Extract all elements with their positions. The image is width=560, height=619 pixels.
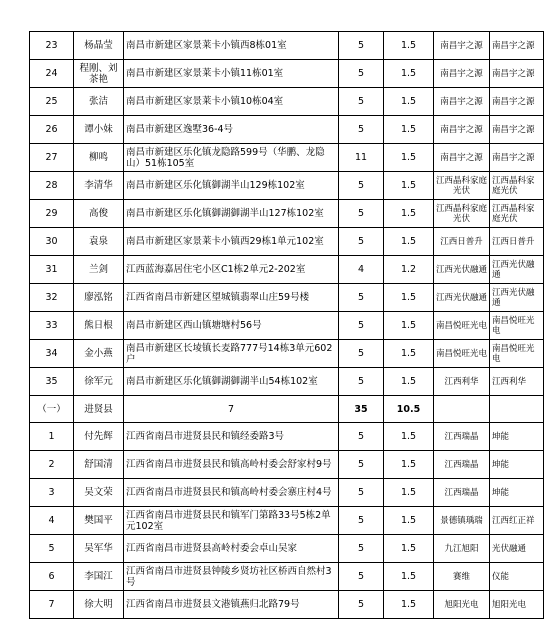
row-company-2: 南昌宇之源	[490, 32, 544, 60]
row-company-1: 南昌宇之源	[434, 144, 490, 172]
row-company-2: 南昌宇之源	[490, 144, 544, 172]
row-address: 南昌市新建区家景莱卡小镇西29栋1单元102室	[124, 228, 339, 256]
row-company-2: 江西红正祥	[490, 507, 544, 535]
row-company-2: 南昌宇之源	[490, 88, 544, 116]
row-no: 35	[30, 368, 74, 396]
section-name: 进贤县	[74, 396, 124, 423]
row-name: 舒国清	[74, 451, 124, 479]
row-no: 5	[30, 535, 74, 563]
row-count: 4	[339, 256, 384, 284]
row-company-2: 旭阳光电	[490, 591, 544, 619]
row-company-2: 江西晶科家庭光伏	[490, 172, 544, 200]
row-address: 南昌市新建区乐化镇御湖半山129栋102室	[124, 172, 339, 200]
section-empty-2	[490, 396, 544, 423]
row-name: 吴军华	[74, 535, 124, 563]
row-company-2: 江西光伏融通	[490, 256, 544, 284]
row-name: 高俊	[74, 200, 124, 228]
row-count: 5	[339, 507, 384, 535]
row-no: 24	[30, 60, 74, 88]
row-capacity: 1.5	[384, 172, 434, 200]
row-no: 29	[30, 200, 74, 228]
table-row	[30, 591, 544, 619]
section-count: 7	[124, 396, 339, 423]
row-capacity: 1.5	[384, 507, 434, 535]
table-row	[30, 368, 544, 396]
row-address: 江西省南昌市进贤县高岭村委会卓山吴家	[124, 535, 339, 563]
row-company-1: 江西光伏融通	[434, 256, 490, 284]
row-address: 江西省南昌市进贤县民和镇高岭村委会舒家村9号	[124, 451, 339, 479]
row-count: 11	[339, 144, 384, 172]
table-row	[30, 144, 544, 172]
row-no: 23	[30, 32, 74, 60]
row-company-2: 坤能	[490, 451, 544, 479]
row-company-2: 南昌悦旺光电	[490, 340, 544, 368]
table-row	[30, 200, 544, 228]
row-address: 江西蓝海嘉居住宅小区C1栋2单元2-202室	[124, 256, 339, 284]
row-count: 5	[339, 228, 384, 256]
table-row	[30, 535, 544, 563]
row-count: 5	[339, 32, 384, 60]
row-name: 廖泓铭	[74, 284, 124, 312]
row-company-2: 仪能	[490, 563, 544, 591]
table-row	[30, 507, 544, 535]
row-company-2: 江西利华	[490, 368, 544, 396]
row-no: 26	[30, 116, 74, 144]
row-capacity: 1.2	[384, 256, 434, 284]
row-company-1: 江西晶科家庭光伏	[434, 200, 490, 228]
row-address: 南昌市新建区家景莱卡小镇10栋04室	[124, 88, 339, 116]
row-name: 金小燕	[74, 340, 124, 368]
row-company-1: 南昌宇之源	[434, 32, 490, 60]
row-company-1: 南昌宇之源	[434, 116, 490, 144]
row-name: 兰剑	[74, 256, 124, 284]
row-no: 3	[30, 479, 74, 507]
row-capacity: 1.5	[384, 312, 434, 340]
section-n: 35	[339, 396, 384, 423]
row-company-1: 景德镇瑀瑞	[434, 507, 490, 535]
row-count: 5	[339, 172, 384, 200]
row-no: 6	[30, 563, 74, 591]
row-address: 江西省南昌市进贤县民和镇军门第路33号5栋2单元102室	[124, 507, 339, 535]
row-name: 吴文荣	[74, 479, 124, 507]
row-count: 5	[339, 284, 384, 312]
row-no: 32	[30, 284, 74, 312]
row-no: 2	[30, 451, 74, 479]
row-address: 南昌市新建区乐化镇御湖御湖半山54栋102室	[124, 368, 339, 396]
row-capacity: 1.5	[384, 284, 434, 312]
row-capacity: 1.5	[384, 88, 434, 116]
row-address: 南昌市新建区家景莱卡小镇西8栋01室	[124, 32, 339, 60]
table-row	[30, 284, 544, 312]
row-address: 江西省南昌市进贤县民和镇经委路3号	[124, 423, 339, 451]
row-no: 34	[30, 340, 74, 368]
row-capacity: 1.5	[384, 591, 434, 619]
section-cap: 10.5	[384, 396, 434, 423]
row-count: 5	[339, 535, 384, 563]
section-no: （一）	[30, 396, 74, 423]
row-no: 28	[30, 172, 74, 200]
row-capacity: 1.5	[384, 200, 434, 228]
row-company-1: 江西日普升	[434, 228, 490, 256]
row-capacity: 1.5	[384, 451, 434, 479]
row-name: 程刚、刘茶艳	[74, 60, 124, 88]
row-company-1: 赛维	[434, 563, 490, 591]
row-count: 5	[339, 368, 384, 396]
row-company-1: 九江旭阳	[434, 535, 490, 563]
row-count: 5	[339, 60, 384, 88]
row-name: 徐大明	[74, 591, 124, 619]
row-no: 27	[30, 144, 74, 172]
row-company-2: 坤能	[490, 479, 544, 507]
row-address: 南昌市新建区长堎镇长麦路777号14栋3单元602户	[124, 340, 339, 368]
row-name: 谭小妹	[74, 116, 124, 144]
row-count: 5	[339, 312, 384, 340]
row-capacity: 1.5	[384, 144, 434, 172]
row-capacity: 1.5	[384, 32, 434, 60]
row-name: 杨晶莹	[74, 32, 124, 60]
row-address: 南昌市新建区乐化镇龙隐路599号（华鹏、龙隐山）51栋105室	[124, 144, 339, 172]
row-count: 5	[339, 563, 384, 591]
row-capacity: 1.5	[384, 479, 434, 507]
table-row	[30, 340, 544, 368]
row-capacity: 1.5	[384, 228, 434, 256]
table-row	[30, 172, 544, 200]
row-name: 李清华	[74, 172, 124, 200]
row-company-1: 江西晶科家庭光伏	[434, 172, 490, 200]
row-address: 江西省南昌市进贤县文港镇燕归北路79号	[124, 591, 339, 619]
row-no: 30	[30, 228, 74, 256]
row-no: 4	[30, 507, 74, 535]
row-name: 樊国平	[74, 507, 124, 535]
table-row	[30, 32, 544, 60]
row-company-1: 江西瑞晶	[434, 423, 490, 451]
row-company-1: 旭阳光电	[434, 591, 490, 619]
row-count: 5	[339, 479, 384, 507]
row-count: 5	[339, 451, 384, 479]
row-name: 付先辉	[74, 423, 124, 451]
table-row	[30, 479, 544, 507]
row-name: 张洁	[74, 88, 124, 116]
table-row	[30, 451, 544, 479]
row-count: 5	[339, 200, 384, 228]
table-row	[30, 256, 544, 284]
table-row	[30, 563, 544, 591]
row-no: 1	[30, 423, 74, 451]
row-company-2: 南昌宇之源	[490, 116, 544, 144]
row-company-2: 南昌宇之源	[490, 60, 544, 88]
section-empty-1	[434, 396, 490, 423]
row-address: 江西省南昌市新建区望城镇翡翠山庄59号楼	[124, 284, 339, 312]
row-capacity: 1.5	[384, 340, 434, 368]
row-capacity: 1.5	[384, 368, 434, 396]
row-count: 5	[339, 423, 384, 451]
section-row-jinxian	[30, 396, 544, 423]
row-no: 31	[30, 256, 74, 284]
row-count: 5	[339, 340, 384, 368]
table-row	[30, 88, 544, 116]
row-company-1: 江西瑞晶	[434, 479, 490, 507]
row-company-1: 南昌宇之源	[434, 60, 490, 88]
row-capacity: 1.5	[384, 563, 434, 591]
row-count: 5	[339, 591, 384, 619]
row-address: 南昌市新建区逸墅36-4号	[124, 116, 339, 144]
row-capacity: 1.5	[384, 423, 434, 451]
row-address: 南昌市新建区西山镇塘塘村56号	[124, 312, 339, 340]
row-company-2: 江西光伏融通	[490, 284, 544, 312]
row-name: 徐军元	[74, 368, 124, 396]
row-address: 南昌市新建区乐化镇御湖御湖半山127栋102室	[124, 200, 339, 228]
row-name: 柳鸣	[74, 144, 124, 172]
table-row	[30, 116, 544, 144]
row-capacity: 1.5	[384, 60, 434, 88]
row-company-2: 江西晶科家庭光伏	[490, 200, 544, 228]
row-company-2: 光伏融通	[490, 535, 544, 563]
table-row	[30, 60, 544, 88]
row-no: 7	[30, 591, 74, 619]
row-address: 江西省南昌市进贤县钟陵乡贤坊社区桥西自然村3号	[124, 563, 339, 591]
table-row	[30, 423, 544, 451]
row-company-1: 江西瑞晶	[434, 451, 490, 479]
row-name: 熊日根	[74, 312, 124, 340]
row-count: 5	[339, 116, 384, 144]
row-name: 袁泉	[74, 228, 124, 256]
table-row	[30, 312, 544, 340]
row-company-1: 南昌悦旺光电	[434, 340, 490, 368]
table-row	[30, 228, 544, 256]
row-company-1: 南昌悦旺光电	[434, 312, 490, 340]
row-capacity: 1.5	[384, 535, 434, 563]
row-capacity: 1.5	[384, 116, 434, 144]
household-pv-table	[29, 31, 544, 619]
row-company-2: 江西日普升	[490, 228, 544, 256]
row-no: 33	[30, 312, 74, 340]
row-company-1: 江西光伏融通	[434, 284, 490, 312]
row-company-2: 南昌悦旺光电	[490, 312, 544, 340]
row-address: 江西省南昌市进贤县民和镇高岭村委会寨庄村4号	[124, 479, 339, 507]
row-address: 南昌市新建区家景莱卡小镇11栋01室	[124, 60, 339, 88]
row-no: 25	[30, 88, 74, 116]
row-company-1: 江西利华	[434, 368, 490, 396]
row-name: 李国江	[74, 563, 124, 591]
row-company-2: 坤能	[490, 423, 544, 451]
row-count: 5	[339, 88, 384, 116]
row-company-1: 南昌宇之源	[434, 88, 490, 116]
